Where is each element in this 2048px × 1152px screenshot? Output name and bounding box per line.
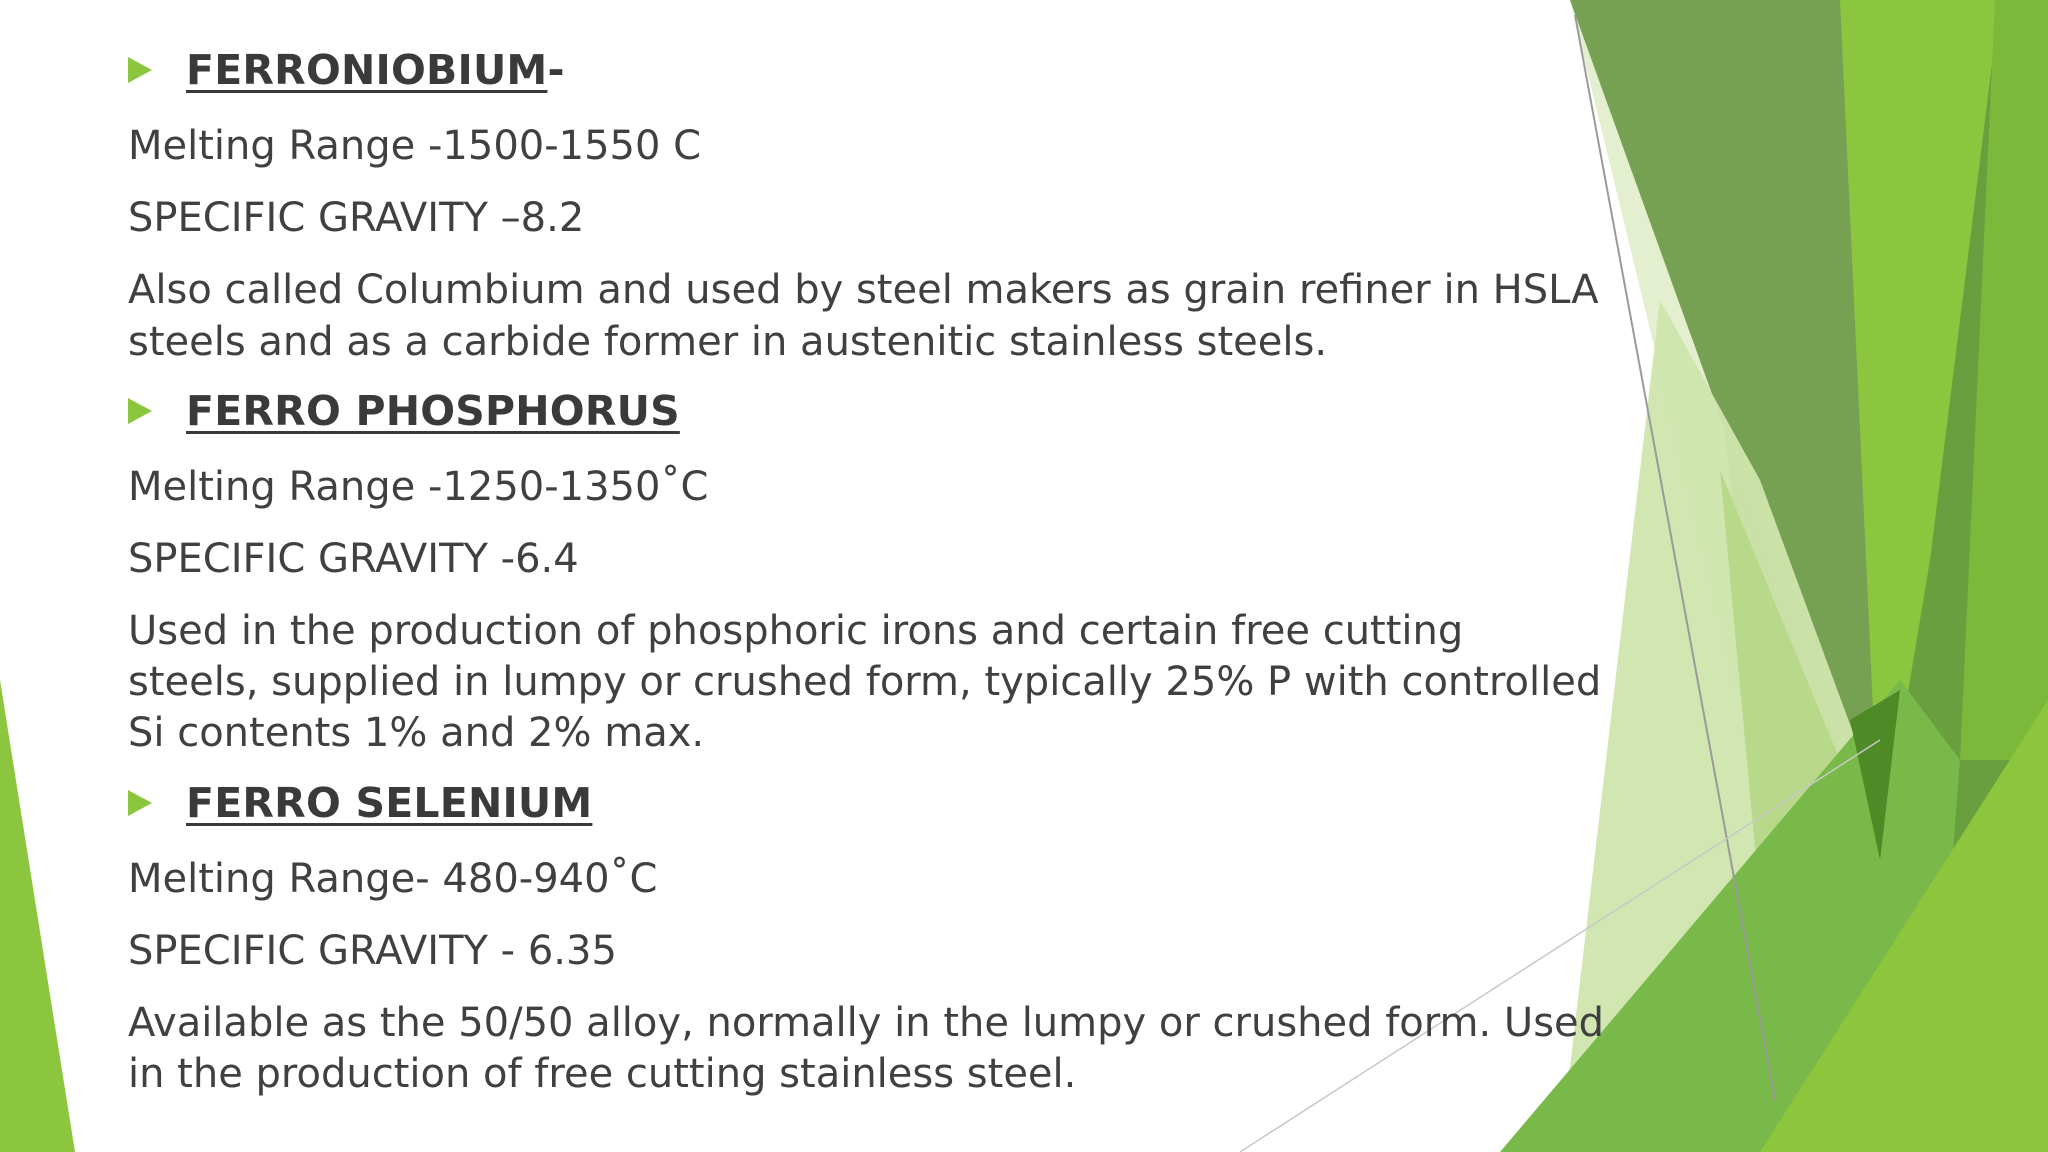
heading-text: FERRONIOBIUM bbox=[186, 46, 548, 94]
heading-ferroniobium bbox=[128, 46, 565, 94]
specific-gravity-ferro-selenium: SPECIFIC GRAVITY - 6.35 bbox=[128, 928, 617, 974]
heading-ferro-phosphorus bbox=[128, 387, 680, 435]
description-ferroniobium-line-2: steels and as a carbide former in austenitic stainless steels. bbox=[128, 319, 1328, 365]
bullet-triangle-icon bbox=[128, 398, 152, 424]
heading-suffix: - bbox=[547, 46, 565, 94]
description-ferro-selenium-line-2: in the production of free cutting stainless steel. bbox=[128, 1051, 1077, 1097]
description-ferroniobium-line-1: Also called Columbium and used by steel makers as grain refiner in HSLA bbox=[128, 267, 1599, 313]
bullet-triangle-icon bbox=[128, 57, 152, 83]
melting-range-ferro-selenium: Melting Range- 480-940˚C bbox=[128, 856, 658, 902]
heading-text: FERRO SELENIUM bbox=[186, 779, 593, 827]
heading-ferro-selenium bbox=[128, 779, 592, 827]
description-ferro-selenium-line-1: Available as the 50/50 alloy, normally in the lumpy or crushed form. Used bbox=[128, 1000, 1605, 1046]
bullet-triangle-icon bbox=[128, 790, 152, 816]
description-ferro-phosphorus-line-1: Used in the production of phosphoric irons and certain free cutting bbox=[128, 608, 1464, 654]
heading-text: FERRO PHOSPHORUS bbox=[186, 387, 680, 435]
specific-gravity-ferro-phosphorus: SPECIFIC GRAVITY -6.4 bbox=[128, 536, 579, 582]
melting-range-ferro-phosphorus: Melting Range -1250-1350˚C bbox=[128, 464, 709, 510]
description-ferro-phosphorus-line-2: steels, supplied in lumpy or crushed form, typically 25% P with controlled bbox=[128, 659, 1602, 705]
description-ferro-phosphorus-line-3: Si contents 1% and 2% max. bbox=[128, 710, 705, 756]
melting-range-ferroniobium: Melting Range -1500-1550 C bbox=[128, 123, 702, 169]
specific-gravity-ferroniobium: SPECIFIC GRAVITY –8.2 bbox=[128, 195, 585, 241]
